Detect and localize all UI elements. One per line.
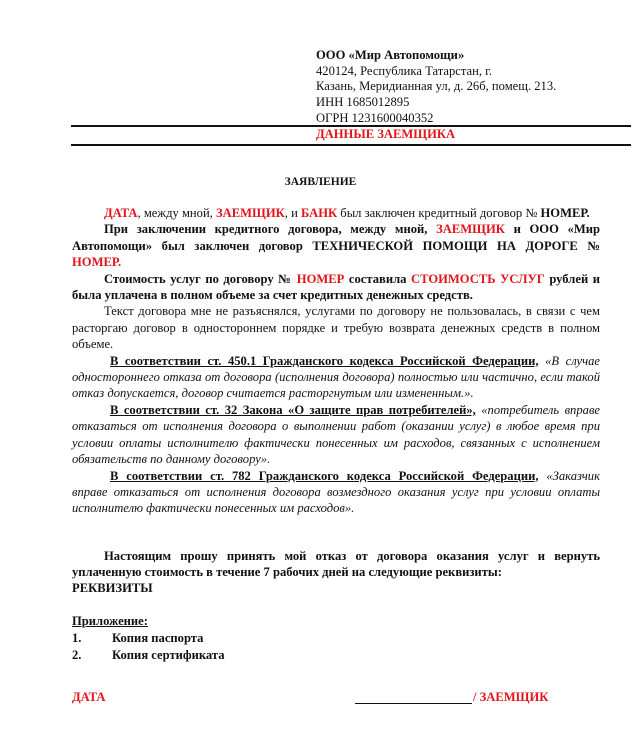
attachment-item bbox=[72, 647, 225, 664]
signature-date-placeholder: ДАТА bbox=[72, 690, 106, 704]
paragraph-contract bbox=[72, 205, 600, 221]
number-placeholder: НОМЕР bbox=[296, 271, 345, 286]
requisites-placeholder: РЕКВИЗИТЫ bbox=[72, 581, 153, 595]
paragraph-not-explained: Текст договора мне не разъяснялся, услугами по договору не пользовалась, в связи с чем расторгаю договор в одностороннем порядке и требую возврата денежных средств в полном объеме. bbox=[72, 304, 600, 352]
request-block bbox=[72, 548, 600, 581]
text: При заключении кредитного договора, между мной, bbox=[104, 222, 437, 237]
text: и ООО «Мир Автопомощи» был заключен договор ТЕХНИЧЕСКОЙ ПОМОЩИ НА ДОРОГЕ № bbox=[72, 222, 600, 253]
attachment-number: 2. bbox=[72, 648, 82, 662]
date-placeholder: ДАТА bbox=[104, 206, 138, 220]
ogrn: ОГРН 1231600040352 bbox=[316, 110, 434, 125]
attachment-label: Копия паспорта bbox=[112, 631, 204, 645]
borrower-data-placeholder: ДАННЫЕ ЗАЕМЩИКА bbox=[316, 127, 456, 141]
borrower-placeholder: ЗАЕМЩИК bbox=[436, 222, 505, 237]
divider-bottom bbox=[71, 144, 631, 146]
address-line-1: 420124, Республика Татарстан, г. bbox=[316, 63, 493, 78]
legal-quote: «Заказчик вправе отказаться от исполнения договора возмездного оказания услуг при условии оплаты исполнителю фактически понесенных им расходов». bbox=[72, 468, 600, 516]
attachment-label: Копия сертификата bbox=[112, 648, 225, 662]
paragraph-assistance bbox=[72, 221, 600, 270]
document-body bbox=[72, 205, 600, 517]
number-placeholder: НОМЕР. bbox=[72, 255, 122, 270]
paragraph-zpp-32 bbox=[72, 402, 600, 468]
attachments bbox=[72, 613, 225, 664]
bank-placeholder: БАНК bbox=[300, 206, 338, 220]
legal-reference: В соответствии ст. 450.1 Гражданского кодекса Российской Федерации, bbox=[110, 353, 539, 368]
borrower-placeholder: ЗАЕМЩИК bbox=[215, 206, 285, 220]
text: Стоимость услуг по договору № bbox=[104, 271, 297, 286]
request-paragraph: Настоящим прошу принять мой отказ от договора оказания услуг и вернуть уплаченную стоимость в течение 7 рабочих дней на следующие реквизиты: bbox=[72, 549, 600, 580]
document-title: ЗАЯВЛЕНИЕ bbox=[284, 176, 357, 188]
paragraph-gk-450 bbox=[72, 353, 600, 402]
signature-line bbox=[355, 703, 472, 704]
attachment-number: 1. bbox=[72, 631, 82, 645]
legal-reference: В соответствии ст. 782 Гражданского кодекса Российской Федерации, bbox=[110, 468, 539, 483]
signature-name-placeholder: / ЗАЕМЩИК bbox=[473, 690, 549, 704]
company-name: ООО «Мир Автопомощи» bbox=[316, 48, 465, 62]
cost-placeholder: СТОИМОСТЬ УСЛУГ bbox=[411, 271, 545, 286]
paragraph-cost bbox=[72, 271, 600, 304]
text: , между мной, bbox=[137, 206, 216, 220]
number-placeholder: НОМЕР. bbox=[540, 206, 590, 220]
legal-quote: «потребитель вправе отказаться от исполнения договора о выполнении работ (оказании услуг) в любое время при условии оплаты исполнителю фактически понесенных им расходов, связанных с исполнением обязательств по данному договору». bbox=[72, 402, 600, 467]
paragraph-gk-782 bbox=[72, 468, 600, 517]
text: , и bbox=[284, 206, 301, 220]
attachment-item bbox=[72, 630, 225, 647]
text: рублей и была уплачена в полном объеме за счет кредитных денежных средств. bbox=[72, 271, 601, 303]
address-line-2: Казань, Меридианная ул, д. 26б, помещ. 213. bbox=[316, 79, 557, 94]
attachments-title: Приложение: bbox=[72, 614, 148, 628]
legal-quote: «В случае одностороннего отказа от договора (исполнения договора) полностью или частично, если такой отказ допускается, договор считается расторгнутым или измененным.». bbox=[72, 353, 601, 401]
inn: ИНН 1685012895 bbox=[316, 95, 410, 110]
text: составила bbox=[344, 271, 411, 286]
recipient-header bbox=[316, 48, 556, 127]
text: был заключен кредитный договор № bbox=[337, 206, 541, 220]
legal-reference: В соответствии ст. 32 Закона «О защите прав потребителей», bbox=[110, 402, 476, 417]
